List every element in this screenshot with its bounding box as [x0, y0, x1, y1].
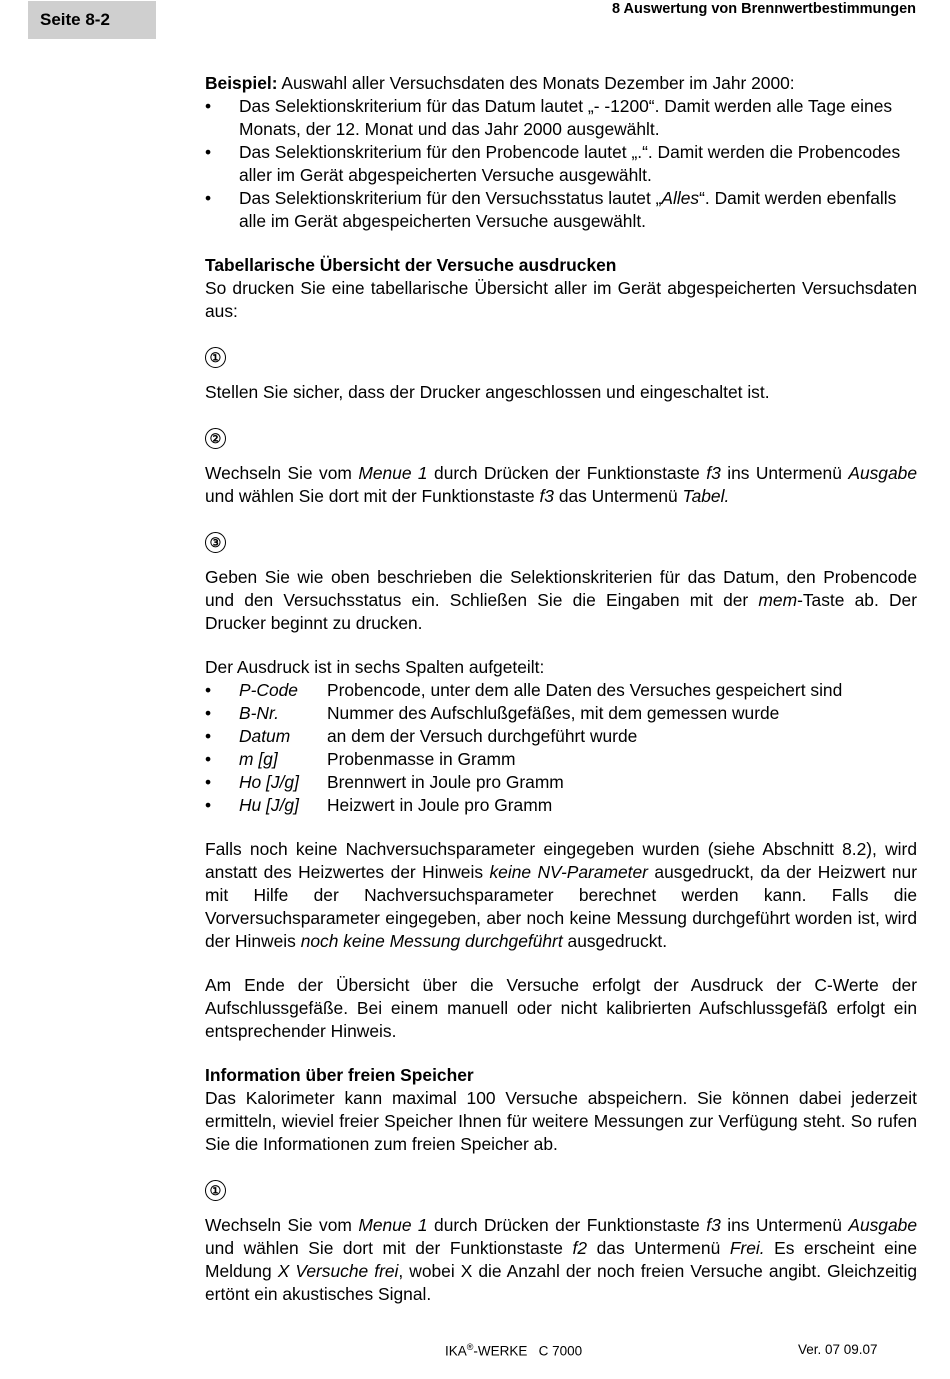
bullet-text: Das Selektionskriterium für den Versuchsstatus lautet „Alles“. Damit werden ebenfalls alle im Gerät abgespeicherten Versuche ausgewählt. — [239, 188, 897, 231]
step-3-text: Geben Sie wie oben beschrieben die Selektionskriterien für das Datum, den Probencode und den Versuchsstatus ein. Schließen Sie die Eingaben mit der mem-Taste ab. Der Drucker beginnt zu drucken. — [205, 567, 917, 633]
footer-product: IKA®-WERKE C 7000 — [445, 1342, 583, 1359]
table-intro: So drucken Sie eine tabellarische Übersicht aller im Gerät abgespeicherten Versuchsdaten aus: — [205, 278, 917, 321]
column-desc: Probencode, unter dem alle Daten des Versuches gespeichert sind — [327, 680, 843, 700]
memory-step-1-text: Wechseln Sie vom Menue 1 durch Drücken der Funktionstaste f3 ins Untermenü Ausgabe und wählen Sie dort mit der Funktionstaste f2 das Untermenü Frei. Es erscheint eine Meldung X Versuche frei, wobei X die Anzahl der noch freien Versuche angibt. Gleichzeitig ertönt ein akustisches Signal. — [205, 1215, 918, 1304]
chapter-title: 8 Auswertung von Brennwertbestimmungen — [612, 1, 916, 17]
column-key: P-Code — [239, 680, 298, 700]
columns-intro: Der Ausdruck ist in sechs Spalten aufgeteilt: — [205, 657, 545, 677]
section-heading-memory: Information über freien Speicher — [205, 1065, 474, 1085]
step-2-icon: ② — [205, 425, 917, 449]
column-desc: Nummer des Aufschlußgefäßes, mit dem gemessen wurde — [327, 703, 780, 723]
column-item: • Datum an dem der Versuch durchgeführt wurde — [205, 725, 917, 748]
column-desc: Probenmasse in Gramm — [327, 749, 516, 769]
bullet-dot: • — [205, 142, 212, 162]
column-desc: Brennwert in Joule pro Gramm — [327, 772, 564, 792]
example-bullet — [205, 187, 917, 233]
example-label: Beispiel: — [205, 73, 278, 93]
bullet-dot: • — [205, 188, 212, 208]
example-bullet — [205, 141, 917, 187]
example-bullet — [205, 95, 917, 141]
memory-step-1-icon: ① — [205, 1177, 917, 1201]
column-key: B-Nr. — [239, 703, 279, 723]
column-key: Ho [J/g] — [239, 772, 299, 792]
column-desc: an dem der Versuch durchgeführt wurde — [327, 726, 638, 746]
document-body — [205, 72, 917, 1306]
column-item: • Hu [J/g] Heizwert in Joule pro Gramm — [205, 794, 917, 817]
column-item: • P-Code Probencode, unter dem alle Daten des Versuches gespeichert sind — [205, 679, 917, 702]
step-2-text: Wechseln Sie vom Menue 1 durch Drücken der Funktionstaste f3 ins Untermenü Ausgabe und wählen Sie dort mit der Funktionstaste f3 das Untermenü Tabel. — [205, 463, 917, 506]
bullet-dot: • — [205, 96, 212, 116]
bullet-text: Das Selektionskriterium für den Probencode lautet „.“. Damit werden die Probencodes aller im Gerät abgespeicherten Versuche ausgewählt. — [239, 142, 901, 185]
page-number-tag: Seite 8-2 — [28, 1, 156, 39]
column-key: Hu [J/g] — [239, 795, 299, 815]
memory-intro: Das Kalorimeter kann maximal 100 Versuche abspeichern. Sie können dabei jederzeit ermitteln, wieviel freier Speicher Ihnen für weitere Messungen zur Verfügung steht. So rufen Sie die Informationen zum freien Speicher ab. — [205, 1088, 917, 1154]
column-key: m [g] — [239, 749, 278, 769]
columns-list — [205, 679, 917, 817]
step-1-text: Stellen Sie sicher, dass der Drucker angeschlossen und eingeschaltet ist. — [205, 382, 770, 402]
step-1-icon: ① — [205, 344, 917, 368]
column-item: • B-Nr. Nummer des Aufschlußgefäßes, mit dem gemessen wurde — [205, 702, 917, 725]
note-nv-parameter: Falls noch keine Nachversuchsparameter eingegeben wurden (siehe Abschnitt 8.2), wird anstatt des Heizwertes der Hinweis keine NV-Parameter ausgedruckt, da der Heizwert nur mit Hilfe der Nachversuchsparameter berechnet werden kann. Falls die Vorversuchsparameter eingegeben, aber noch keine Messung durchgeführt worden ist, wird der Hinweis noch keine Messung durchgeführt ausgedruckt. — [205, 839, 917, 951]
column-desc: Heizwert in Joule pro Gramm — [327, 795, 553, 815]
step-3-icon: ③ — [205, 529, 917, 553]
note-c-values: Am Ende der Übersicht über die Versuche erfolgt der Ausdruck der C-Werte der Aufschlussgefäße. Bei einem manuell oder nicht kalibrierten Aufschlussgefäß erfolgt ein entsprechender Hinweis. — [205, 975, 917, 1041]
column-item: • Ho [J/g] Brennwert in Joule pro Gramm — [205, 771, 917, 794]
footer-version: Ver. 07 09.07 — [798, 1342, 878, 1357]
section-heading-table: Tabellarische Übersicht der Versuche ausdrucken — [205, 255, 617, 275]
example-intro — [205, 72, 917, 95]
example-text: Auswahl aller Versuchsdaten des Monats Dezember im Jahr 2000: — [277, 73, 795, 93]
bullet-text: Das Selektionskriterium für das Datum lautet „- -1200“. Damit werden alle Tage eines Monats, der 12. Monat und das Jahr 2000 ausgewählt. — [239, 96, 893, 139]
column-key: Datum — [239, 726, 291, 746]
column-item: • m [g] Probenmasse in Gramm — [205, 748, 917, 771]
